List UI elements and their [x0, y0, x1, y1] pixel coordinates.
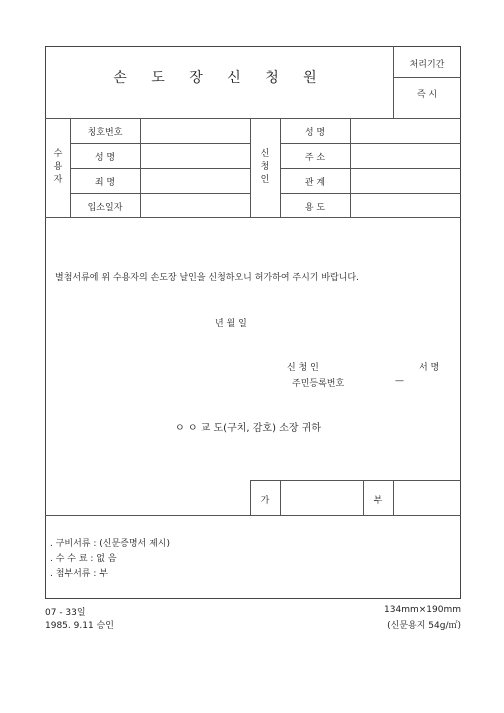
resident-number-dash: — [395, 376, 404, 386]
offense-label: 죄 명 [94, 178, 116, 188]
requester-signer-label: 신 청 인 [287, 363, 319, 373]
approval-bottom-line [45, 515, 461, 516]
approval-top-line [250, 480, 461, 481]
approval-date: 1985. 9.11 승인 [45, 621, 114, 631]
requester-row-line [280, 193, 461, 194]
table-top-line [45, 118, 461, 119]
note-required-docs: . 구비서류 : (신문증명서 제시) [50, 539, 170, 549]
relationship-label: 관 계 [304, 178, 326, 188]
note-fee: . 수 수 료 : 없 음 [50, 554, 117, 564]
applicant-row-line [70, 193, 250, 194]
requester-name-label: 성 명 [304, 128, 326, 138]
approval-divider [280, 480, 281, 515]
applicant-side-label: 수 용 자 [53, 149, 63, 185]
paper-spec: (신문용지 54g/㎡) [387, 621, 461, 631]
date-line: 년 월 일 [215, 319, 247, 329]
admission-date-label: 입소일자 [87, 203, 123, 213]
requester-side-divider-left [250, 118, 251, 217]
addressee: ㅇ ㅇ 교 도(구치, 감호) 소장 귀하 [175, 423, 321, 434]
processing-divider [393, 77, 461, 78]
approve-label: 가 [260, 496, 270, 506]
paper-size: 134mm×190mm [384, 605, 461, 615]
requester-side-label: 신 청 인 [260, 149, 270, 185]
applicant-row-line [70, 168, 250, 169]
requester-row-line [280, 168, 461, 169]
requester-address-label: 주 소 [304, 153, 326, 163]
prisoner-number-label: 칭호번호 [87, 128, 123, 138]
processing-period-value: 즉 시 [416, 90, 438, 100]
form-code: 07 - 33일 [45, 608, 86, 618]
reject-label: 부 [373, 496, 383, 506]
prisoner-name-label: 성 명 [94, 153, 116, 163]
purpose-label: 용 도 [304, 203, 326, 213]
signature-label: 서 명 [419, 363, 440, 373]
note-attachments: . 첨부서류 : 부 [50, 569, 108, 579]
applicant-row-line [70, 143, 250, 144]
form-title: 손 도 장 신 청 원 [113, 70, 327, 86]
resident-number-label: 주민등록번호 [292, 379, 345, 389]
request-statement: 별첨서류에 위 수용자의 손도장 날인을 신청하오니 허가하여 주시기 바랍니다. [55, 273, 359, 283]
processing-period-label: 처리기간 [409, 60, 445, 70]
approval-divider [393, 480, 394, 515]
requester-row-line [280, 143, 461, 144]
table-bottom-line [45, 217, 461, 218]
